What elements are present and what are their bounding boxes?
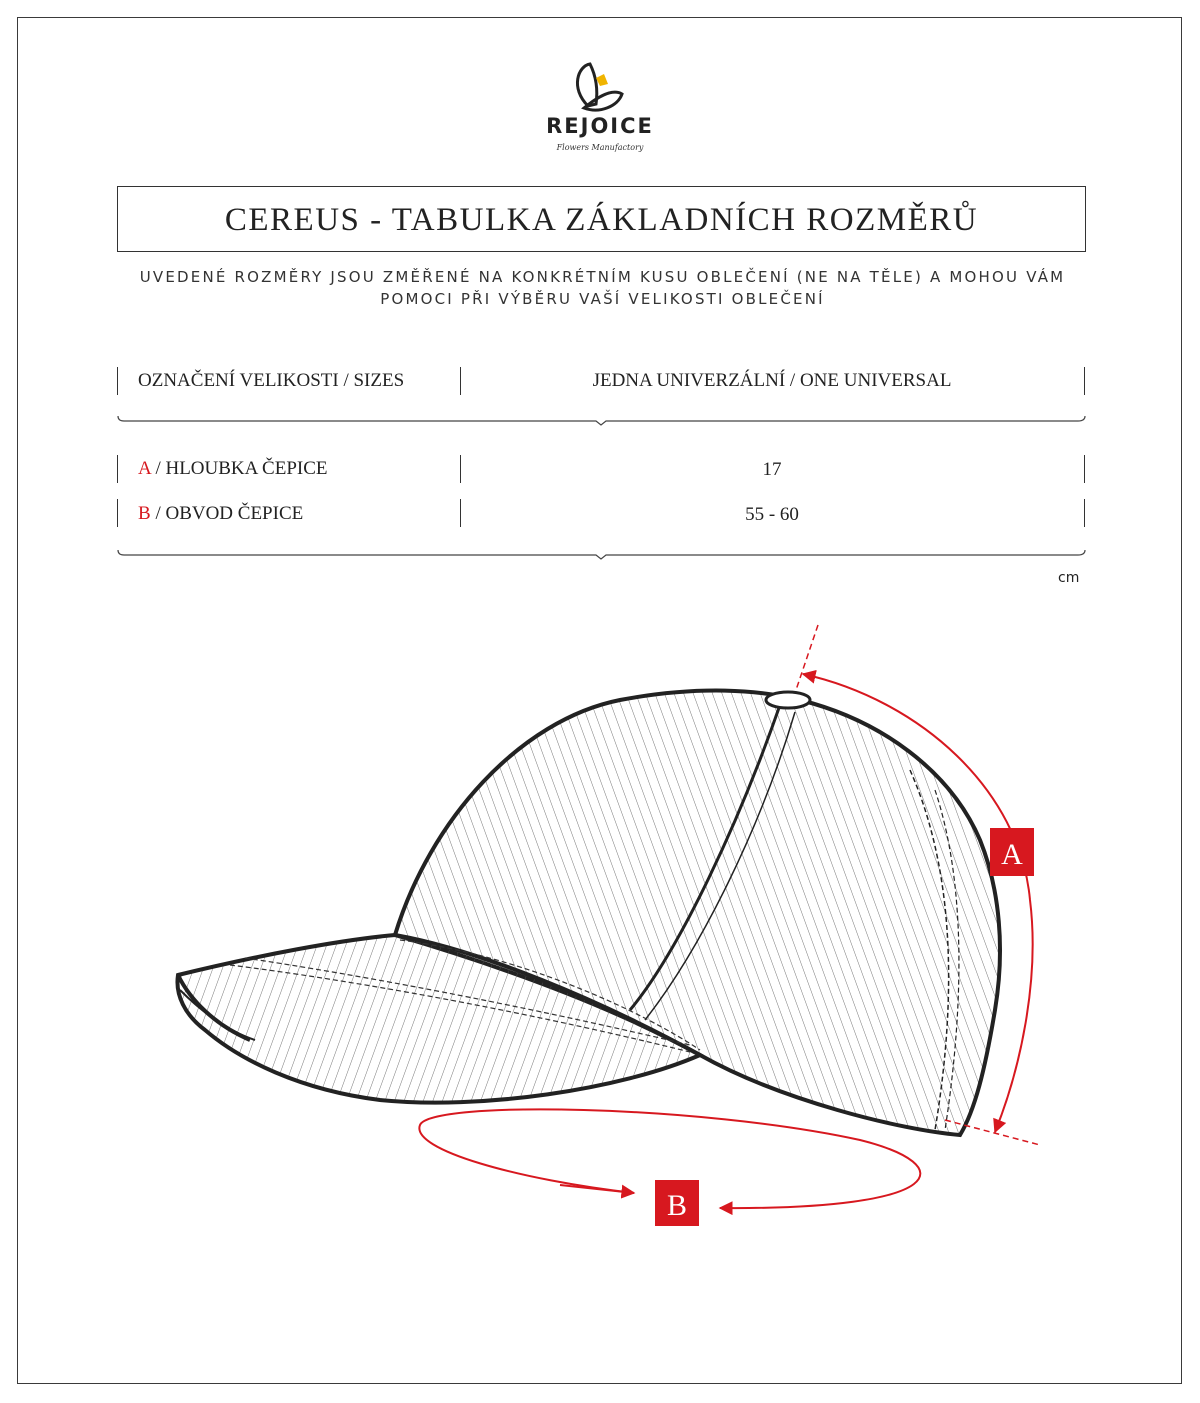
brand-tagline: Flowers Manufactory (556, 143, 644, 152)
row-label-depth: / HLOUBKA ČEPICE (150, 458, 328, 479)
row-value-circumference: 55 - 60 (745, 504, 799, 525)
guide-line (796, 625, 818, 690)
size-value-header: JEDNA UNIVERZÁLNÍ / ONE UNIVERSAL (592, 370, 952, 391)
table-separator (118, 416, 1085, 425)
measure-arrow-b-head (560, 1185, 634, 1193)
row-letter-b: B (138, 503, 151, 524)
marker-b-label: B (666, 1189, 688, 1222)
size-label-header: OZNAČENÍ VELIKOSTI / SIZES (138, 370, 405, 391)
row-value-depth: 17 (762, 459, 782, 480)
cap-illustration-icon (177, 691, 1000, 1135)
row-letter-a: A (138, 458, 151, 479)
unit-label: cm (1058, 570, 1080, 586)
intro-text: UVEDENÉ ROZMĚRY JSOU ZMĚŘENÉ NA KONKRÉTNÍM KUSU OBLEČENÍ (NE NA TĚLE) A MOHOU VÁM POMOCI PŘI VÝBĚRU VAŠÍ VELIKOSTI OBLEČENÍ (139, 268, 1066, 308)
table-separator (118, 550, 1085, 559)
page-title: CEREUS - TABULKA ZÁKLADNÍCH ROZMĚRŮ (224, 202, 979, 238)
brand-name: REJOICE (546, 114, 654, 138)
row-label-circumference: / OBVOD ČEPICE (150, 503, 304, 524)
marker-a-label: A (1001, 838, 1023, 871)
